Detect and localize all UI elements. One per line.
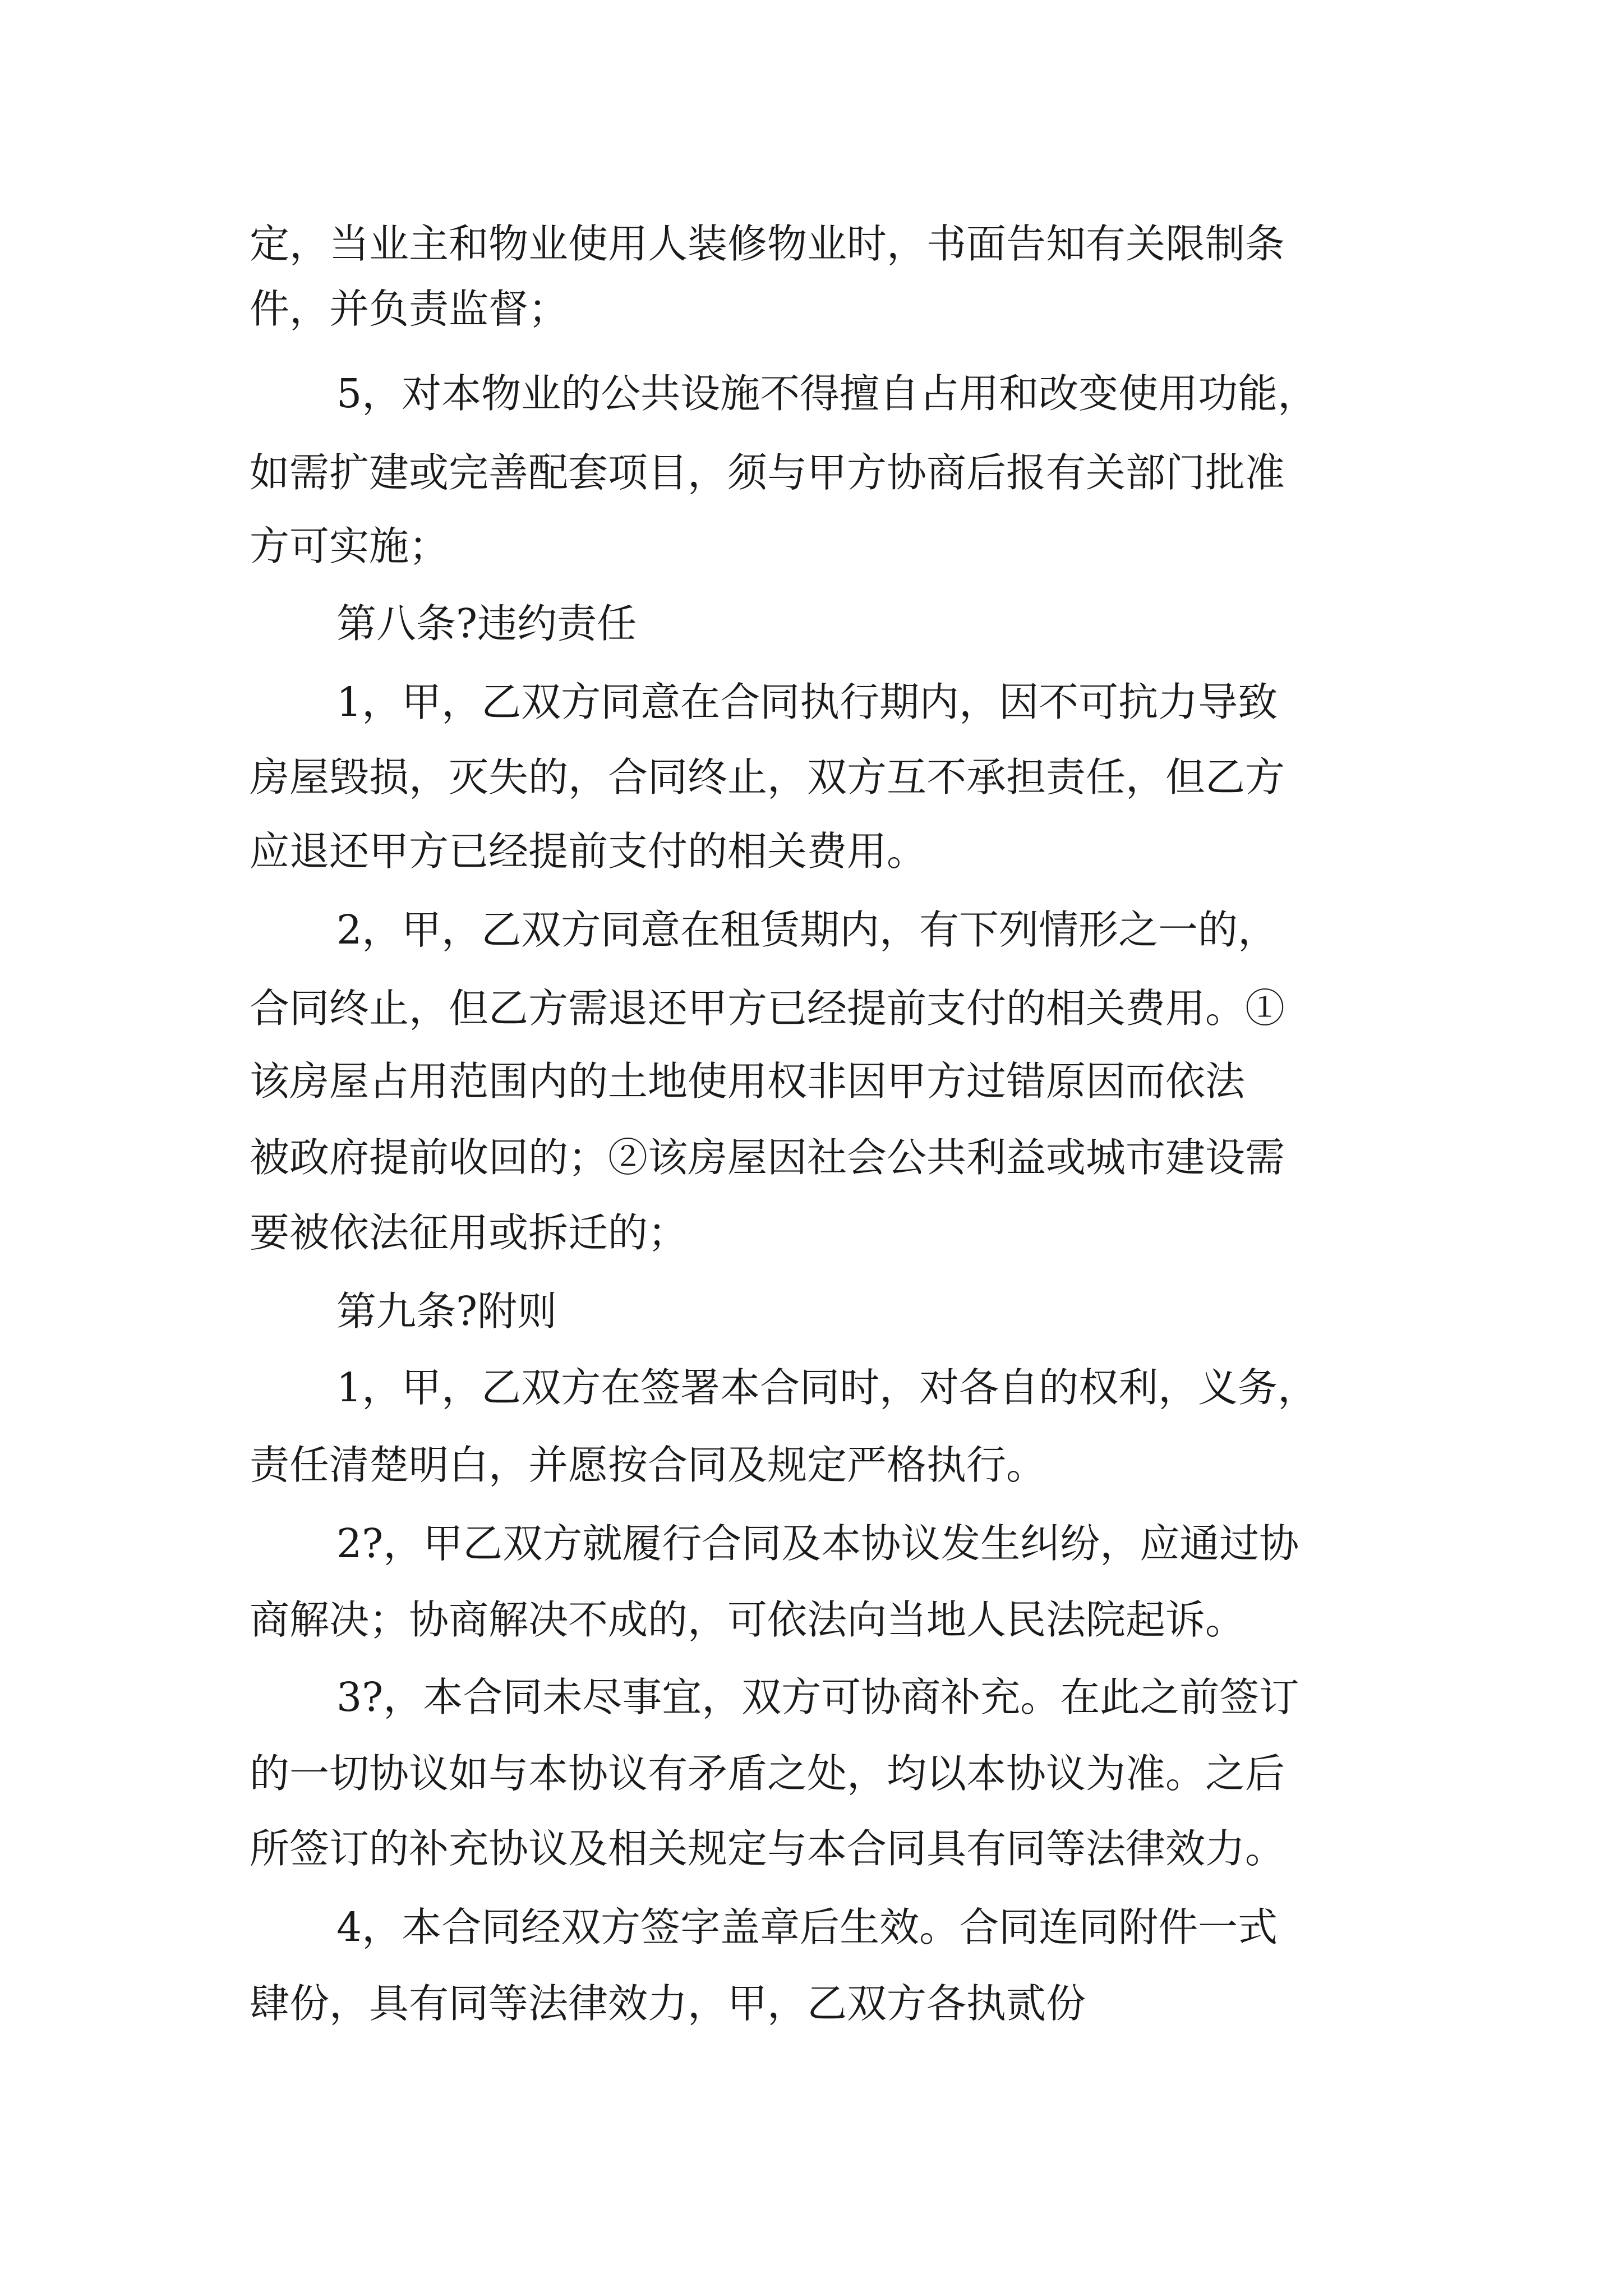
text-line: 件，并负责监督； — [250, 286, 569, 332]
text-line: 应退还甲方已经提前支付的相关费用。 — [250, 828, 927, 875]
text-line: 商解决；协商解决不成的，可依法向当地人民法院起诉。 — [250, 1596, 1246, 1643]
text-line: 2，甲，乙双方同意在租赁期内，有下列情形之一的， — [336, 907, 1278, 953]
text-line: 责任清楚明白，并愿按合同及规定严格执行。 — [250, 1442, 1046, 1488]
text-line: 1，甲，乙双方在签署本合同时，对各自的权利，义务， — [336, 1364, 1318, 1411]
text-line: 方可实施； — [250, 523, 449, 569]
text-line: 4，本合同经双方签字盖章后生效。合同连同附件一式 — [336, 1904, 1278, 1950]
text-line: 所签订的补充协议及相关规定与本合同具有同等法律效力。 — [250, 1825, 1285, 1872]
text-line: 被政府提前收回的；②该房屋因社会公共利益或城市建设需 — [250, 1134, 1285, 1181]
text-line: 的一切协议如与本协议有矛盾之处，均以本协议为准。之后 — [250, 1750, 1285, 1797]
text-line: 该房屋占用范围内的土地使用权非因甲方过错原因而依法 — [250, 1058, 1246, 1105]
section-heading: 第八条?违约责任 — [336, 600, 637, 647]
text-line: 定，当业主和物业使用人装修物业时，书面告知有关限制条 — [250, 220, 1285, 267]
text-line: 房屋毁损，灭失的，合同终止，双方互不承担责任，但乙方 — [250, 754, 1285, 800]
section-heading: 第九条?附则 — [336, 1288, 557, 1335]
text-line: 5，对本物业的公共设施不得擅自占用和改变使用功能， — [336, 370, 1318, 417]
text-line: 如需扩建或完善配套项目，须与甲方协商后报有关部门批准 — [250, 449, 1285, 496]
text-line: 合同终止，但乙方需退还甲方已经提前支付的相关费用。① — [250, 985, 1285, 1032]
text-line: 2?，甲乙双方就履行合同及本协议发生纠纷，应通过协 — [336, 1520, 1299, 1567]
text-line: 要被依法征用或拆迁的； — [250, 1209, 688, 1256]
text-line: 1，甲，乙双方同意在合同执行期内，因不可抗力导致 — [336, 679, 1278, 725]
text-line: 3?，本合同未尽事宜，双方可协商补充。在此之前签订 — [336, 1674, 1299, 1720]
text-line: 肆份，具有同等法律效力，甲，乙双方各执贰份 — [250, 1980, 1086, 2027]
